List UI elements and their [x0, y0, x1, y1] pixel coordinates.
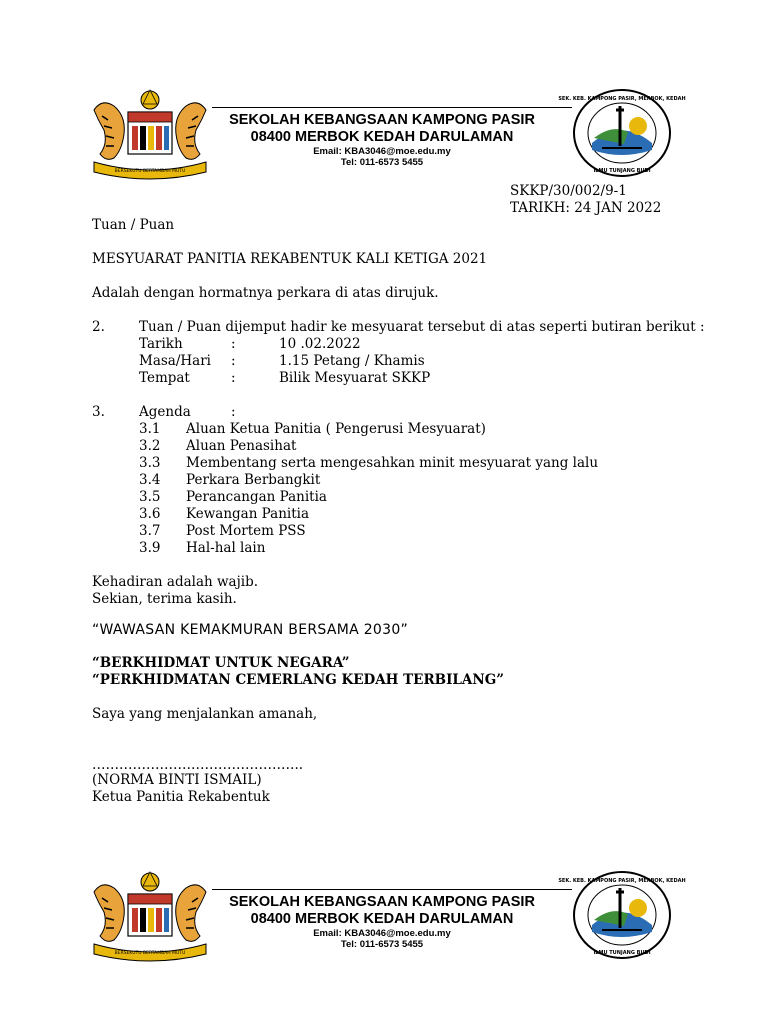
detail-colon: :	[231, 370, 236, 386]
agenda-item-num: 3.4	[139, 472, 161, 488]
detail-label: Tarikh	[139, 336, 183, 352]
agenda-item-text: Aluan Penasihat	[186, 438, 297, 454]
detail-label: Tempat	[139, 370, 190, 386]
agenda-item-num: 3.5	[139, 489, 161, 505]
detail-label: Masa/Hari	[139, 353, 211, 369]
agenda-item-num: 3.7	[139, 523, 161, 539]
agenda-colon: :	[231, 404, 236, 420]
agenda-item-text: Kewangan Panitia	[186, 506, 310, 522]
agenda-item-num: 3.3	[139, 455, 161, 471]
crest-motto-text: BERSEKUTU BERTAMBAH MUTU	[114, 951, 186, 956]
logo-text-bottom: ILMU TUNJANG BUDI	[593, 950, 651, 956]
para3-number: 3.	[92, 404, 105, 420]
school-email: Email: KBA3046@moe.edu.my	[313, 928, 451, 939]
school-email: Email: KBA3046@moe.edu.my	[313, 146, 451, 157]
signatory-name: (NORMA BINTI ISMAIL)	[92, 772, 262, 788]
malaysia-crest-icon	[88, 868, 212, 962]
school-address: 08400 MERBOK KEDAH DARULAMAN	[250, 911, 514, 927]
logo-text-top: SEK. KEB. KAMPONG PASIR, MERBOK, KEDAH	[558, 96, 686, 102]
school-address: 08400 MERBOK KEDAH DARULAMAN	[250, 129, 514, 145]
letterhead-bottom	[0, 862, 768, 972]
slogan-perkhidmatan: “PERKHIDMATAN CEMERLANG KEDAH TERBILANG”	[92, 672, 505, 688]
malaysia-crest-icon	[88, 86, 212, 180]
agenda-item-num: 3.6	[139, 506, 161, 522]
agenda-label: Agenda	[139, 404, 191, 420]
crest-motto-text: BERSEKUTU BERTAMBAH MUTU	[114, 169, 186, 174]
school-tel: Tel: 011-6573 5455	[340, 157, 424, 168]
reference-date: TARIKH: 24 JAN 2022	[510, 200, 662, 216]
slogan-berkhidmat: “BERKHIDMAT UNTUK NEGARA”	[92, 655, 350, 671]
detail-colon: :	[231, 353, 236, 369]
school-name: SEKOLAH KEBANGSAAN KAMPONG PASIR	[229, 894, 535, 910]
detail-value: 1.15 Petang / Khamis	[279, 353, 425, 369]
reference-number: SKKP/30/002/9-1	[510, 183, 627, 199]
detail-colon: :	[231, 336, 236, 352]
closing-line-1: Kehadiran adalah wajib.	[92, 574, 259, 590]
detail-value: Bilik Mesyuarat SKKP	[279, 370, 431, 386]
logo-text-top: SEK. KEB. KAMPONG PASIR, MERBOK, KEDAH	[558, 878, 686, 884]
signatory-title: Ketua Panitia Rekabentuk	[92, 789, 270, 805]
agenda-item-num: 3.9	[139, 540, 161, 556]
signoff: Saya yang menjalankan amanah,	[92, 706, 318, 722]
signature-line: ………………………………………..	[92, 757, 304, 773]
agenda-item-text: Aluan Ketua Panitia ( Pengerusi Mesyuarat)	[186, 421, 486, 437]
slogan-wawasan: “WAWASAN KEMAKMURAN BERSAMA 2030”	[92, 622, 409, 638]
agenda-item-text: Hal-hal lain	[186, 540, 266, 556]
school-logo-icon	[558, 870, 686, 960]
agenda-item-text: Post Mortem PSS	[186, 523, 306, 539]
agenda-item-text: Perancangan Panitia	[186, 489, 327, 505]
salutation: Tuan / Puan	[92, 217, 175, 233]
logo-text-bottom: ILMU TUNJANG BUDI	[593, 168, 651, 174]
school-logo-icon	[558, 88, 686, 178]
letterhead-top-rule	[212, 107, 572, 108]
agenda-item-text: Perkara Berbangkit	[186, 472, 321, 488]
para2-number: 2.	[92, 319, 105, 335]
para2-text: Tuan / Puan dijemput hadir ke mesyuarat tersebut di atas seperti butiran berikut :	[139, 319, 705, 335]
closing-line-2: Sekian, terima kasih.	[92, 591, 237, 607]
letterhead-top	[0, 80, 768, 190]
agenda-item-text: Membentang serta mengesahkan minit mesyuarat yang lalu	[186, 455, 599, 471]
agenda-item-num: 3.2	[139, 438, 161, 454]
school-tel: Tel: 011-6573 5455	[340, 939, 424, 950]
subject-line: MESYUARAT PANITIA REKABENTUK KALI KETIGA 2021	[92, 251, 488, 267]
letterhead-bottom-rule	[212, 889, 572, 890]
intro-paragraph: Adalah dengan hormatnya perkara di atas dirujuk.	[92, 285, 439, 301]
agenda-item-num: 3.1	[139, 421, 161, 437]
detail-value: 10 .02.2022	[279, 336, 361, 352]
school-name: SEKOLAH KEBANGSAAN KAMPONG PASIR	[229, 112, 535, 128]
